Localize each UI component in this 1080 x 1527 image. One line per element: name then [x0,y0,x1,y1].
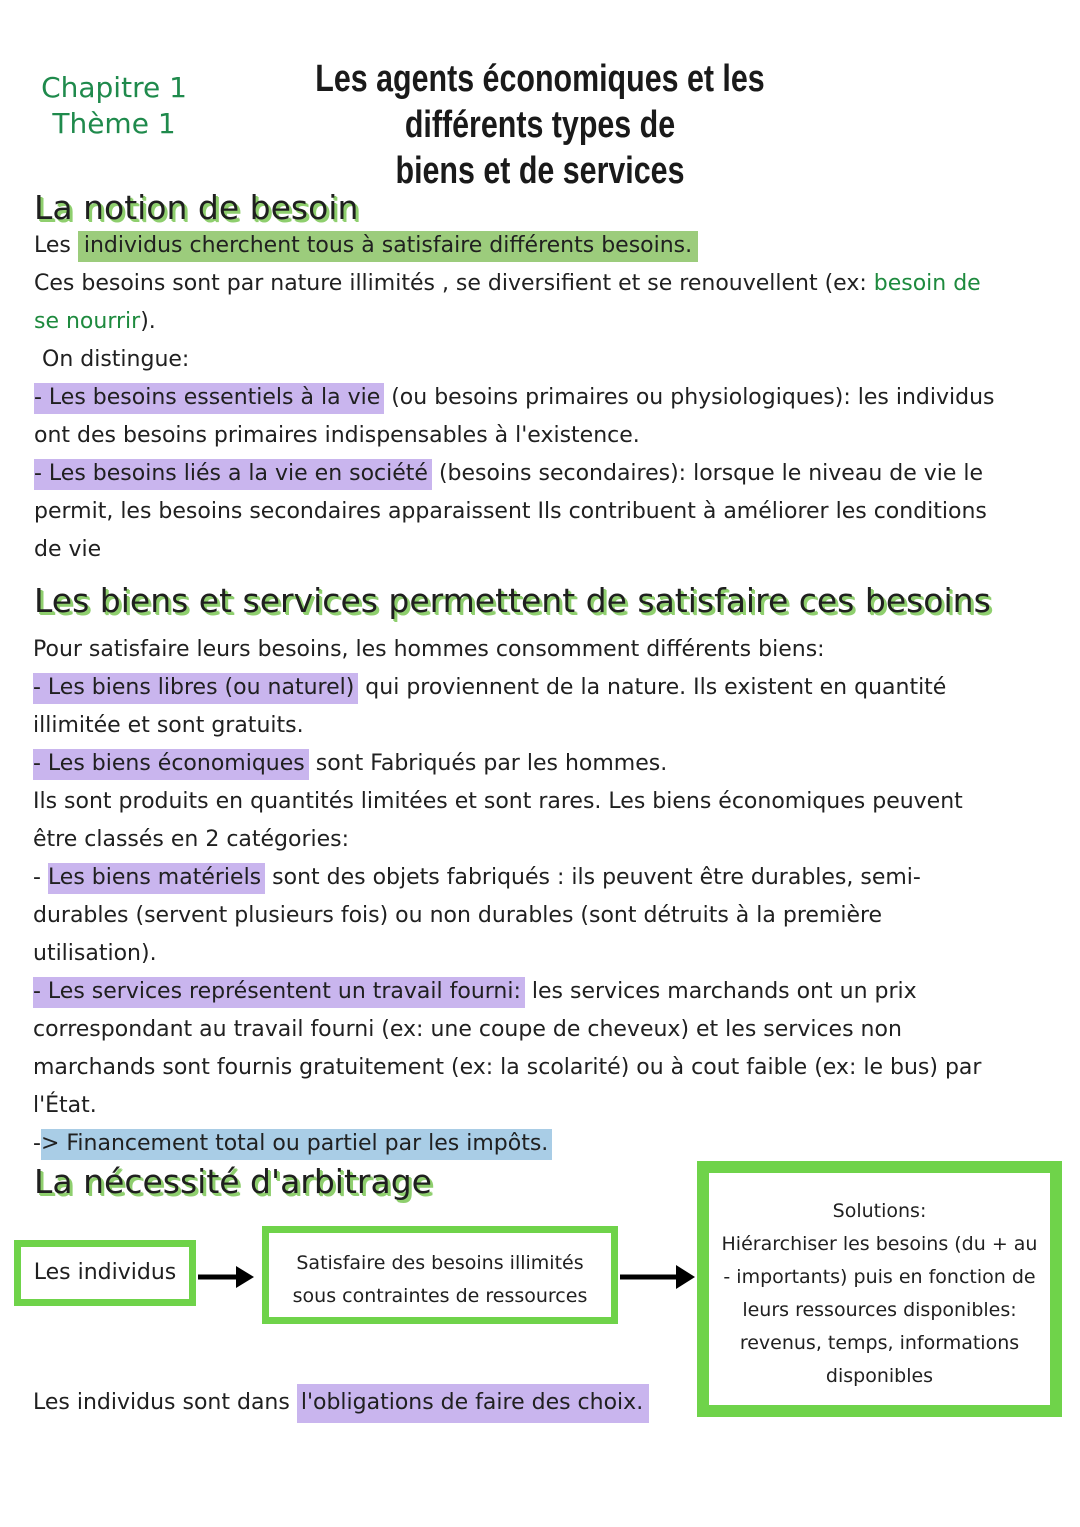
highlight-blue: > Financement total ou partiel par les impôts. [41,1129,552,1160]
flow-box-besoins [262,1226,618,1324]
section-body-besoin [34,227,1054,569]
text-line: durables (servent plusieurs fois) ou non durables (sont détruits à la première [33,903,883,928]
flow-box-line: Satisfaire des besoins illimités [296,1252,584,1274]
highlight-purple: - Les biens libres (ou naturel) [33,673,358,704]
section-heading-arbitrage: La nécessité d'arbitrage [34,1162,432,1201]
highlight-purple: - Les biens économiques [33,749,309,780]
text-span: sont des objets fabriqués : ils peuvent être durables, semi- [265,865,921,890]
arrow-right-icon [196,1262,258,1292]
flow-box-individus [14,1240,196,1306]
highlight-purple: - Les besoins essentiels à la vie [34,383,384,414]
text-line: correspondant au travail fourni (ex: une coupe de cheveux) et les services non [33,1017,902,1042]
flow-box-line: leurs ressources disponibles: [742,1299,1017,1321]
text-span: Les individus sont dans [33,1390,297,1415]
green-text: se nourrir [34,309,141,334]
text-span: qui proviennent de la nature. Ils existent en quantité [358,675,947,700]
page-title-line1: Les agents économiques et les différents types de [315,58,765,146]
text-line: Ils sont produits en quantités limitées et sont rares. Les biens économiques peuvent [33,789,963,814]
flow-box-line: revenus, temps, informations [739,1332,1020,1354]
text-span: (besoins secondaires): lorsque le niveau de vie le [431,461,984,486]
text-line: permit, les besoins secondaires apparaissent Ils contribuent à améliorer les conditions [34,499,987,524]
highlight-purple: l'obligations de faire des choix. [297,1384,649,1423]
text-line: être classés en 2 catégories: [33,827,350,852]
highlight-green: individus cherchent tous à satisfaire différents besoins. [78,231,698,262]
section-heading-biens: Les biens et services permettent de satisfaire ces besoins [34,581,991,620]
conclusion [33,1384,1053,1422]
flow-box-line: - importants) puis en fonction de [723,1266,1036,1288]
text-line: l'État. [33,1093,97,1118]
text-span: sont Fabriqués par les hommes. [308,751,668,776]
text-span: (ou besoins primaires ou physiologiques): les individus [384,385,995,410]
text-line: utilisation). [33,941,157,966]
text-span: Ces besoins sont par nature illimités , se diversifient et se renouvellent (ex: [34,271,874,296]
highlight-purple: - Les services représentent un travail fourni: [33,977,525,1008]
text-line: illimitée et sont gratuits. [33,713,304,738]
text-line: Pour satisfaire leurs besoins, les hommes consomment différents biens: [33,637,825,662]
text-line: ont des besoins primaires indispensables à l'existence. [34,423,640,448]
flow-box-line: sous contraintes de ressources [292,1285,588,1307]
text-line: marchands sont fournis gratuitement (ex: la scolarité) ou à cout faible (ex: le bus) par [33,1055,982,1080]
text-span: les services marchands ont un prix [524,979,917,1004]
arrow-right-icon [618,1262,698,1292]
text-span: ). [140,309,156,334]
section-heading-besoin: La notion de besoin [34,188,359,227]
text-line: On distingue: [42,347,190,372]
chapter-number: Chapitre 1 [41,71,187,104]
theme-number: Thème 1 [52,107,176,140]
flow-box-line: Hiérarchiser les besoins (du + au [721,1233,1038,1255]
chapter-label [34,70,194,142]
section-body-biens [33,631,1053,1163]
text-line: de vie [34,537,102,562]
flow-box-label: Les individus [33,1260,177,1285]
flow-box-line: disponibles [825,1365,934,1387]
green-text: besoin de [873,271,981,296]
flow-box-solutions [697,1161,1062,1417]
text-span: - [33,1131,41,1156]
text-span: Les [34,233,78,258]
highlight-purple: - Les besoins liés a la vie en société [34,459,432,490]
highlight-purple: Les biens matériels [48,863,265,894]
page-title-line2: biens et de services [395,150,685,192]
text-span: - [33,865,48,890]
page-title [268,56,812,194]
flow-box-line: Solutions: [832,1200,927,1222]
